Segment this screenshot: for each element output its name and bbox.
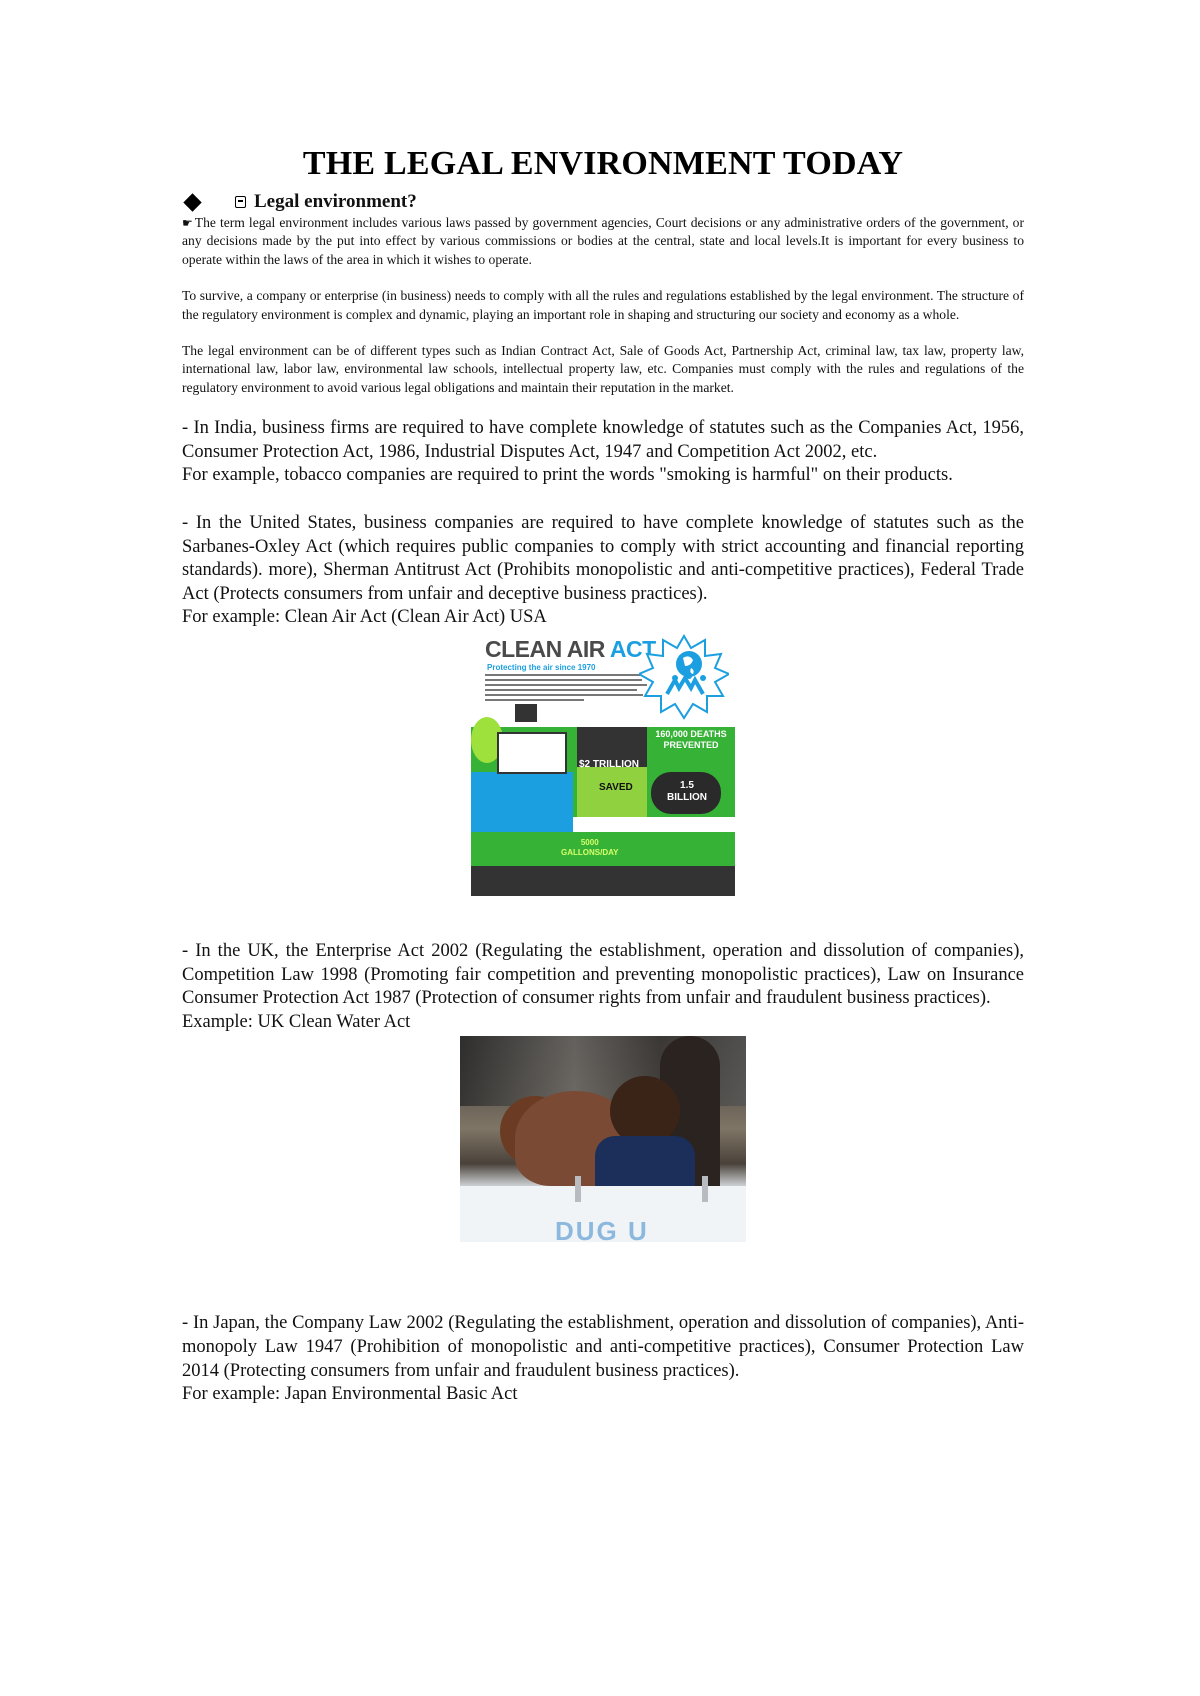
infographic-footer: [471, 866, 735, 896]
clean-air-act-infographic: [471, 632, 735, 896]
building-icon: [497, 732, 567, 774]
usa-example: For example: Clean Air Act (Clean Air Act) USA: [182, 607, 547, 628]
japan-paragraph: - In Japan, the Company Law 2002 (Regulating the establishment, operation and dissolution of companies), Anti-monopoly Law 1947 (Prohibition of monopolistic and anti-competitive practices), Consumer Protection Law 2014 (Protecting consumers from unfair and fraudulent business practices).: [182, 1313, 1024, 1381]
infographic-billion: 1.5 BILLION: [667, 780, 707, 803]
infographic-title: CLEAN AIR ACT: [485, 636, 656, 662]
infographic-subtitle: Protecting the air since 1970: [487, 663, 596, 672]
document-title: THE LEGAL ENVIRONMENT TODAY: [302, 145, 904, 182]
survival-paragraph: To survive, a company or enterprise (in business) needs to comply with all the rules and regulations established by the legal environment. The structure of the regulatory environment is complex and dynamic, playing an important role in shaping and structuring our society and economy as a whole.: [182, 288, 1024, 322]
drinking-fountain-photo: [460, 1036, 746, 1242]
types-paragraph: The legal environment can be of different types such as Indian Contract Act, Sale of Goods Act, Partnership Act, criminal law, tax law, property law, international law, labor law, environmental law schools, intellectual property law, etc. Companies must comply with the rules and regulations of the regulatory environment to avoid various legal obligations and maintain their reputation in the market.: [182, 343, 1024, 395]
document-icon: [235, 196, 246, 208]
diamond-bullet-icon: [183, 193, 201, 211]
heading-label: Legal environment?: [254, 191, 417, 212]
japan-example: For example: Japan Environmental Basic Act: [182, 1384, 518, 1405]
uk-paragraph: - In the UK, the Enterprise Act 2002 (Regulating the establishment, operation and dissolution of companies), Competition Law 1998 (Promoting fair competition and preventing monopolistic practices), Law on Insurance Consumer Protection Act 1987 (Protection of consumer rights from unfair and fraudulent business practices).: [182, 941, 1024, 1009]
infographic-text-lines: [485, 674, 650, 704]
usa-paragraph: - In the United States, business companies are required to have complete knowledge of statutes such as the Sarbanes-Oxley Act (which requires public companies to comply with strict accounting and financial reporting standards). more), Sherman Antitrust Act (Prohibits monopolistic and anti-competitive practices), Federal Trade Act (Protects consumers from unfair and deceptive business practices).: [182, 513, 1024, 604]
photo-sign-text: DUG U: [555, 1216, 649, 1243]
intro-text: The term legal environment includes various laws passed by government agencies, Court decisions or any administrative orders of the government, or any decisions made by the put into effect by various commissions or bodies at the central, state and local levels.It is important for every business to operate within the laws of the area in which it wishes to operate.: [182, 215, 1024, 267]
infographic-gallons: 5000 GALLONS/DAY: [561, 838, 619, 857]
india-example: For example, tobacco companies are required to print the words "smoking is harmful" on their products.: [182, 465, 953, 486]
intro-paragraph: [182, 214, 1024, 269]
india-paragraph: - In India, business firms are required to have complete knowledge of statutes such as the Companies Act, 1956, Consumer Protection Act, 1986, Industrial Disputes Act, 1947 and Competition Act 2002, etc.: [182, 418, 1024, 462]
clean-water-figure: [182, 1034, 1024, 1242]
infographic-deaths: 160,000 DEATHS PREVENTED: [655, 729, 727, 750]
clean-air-act-figure: [182, 630, 1024, 896]
infographic-saved: SAVED: [599, 782, 633, 793]
section-heading: [182, 190, 1024, 214]
uk-example: Example: UK Clean Water Act: [182, 1011, 411, 1032]
pointer-icon: ☛: [182, 216, 193, 230]
infographic-blue-panel: [471, 772, 573, 832]
earth-people-illustration: [639, 634, 729, 726]
factory-icon: [515, 704, 537, 722]
document-content: [182, 142, 1024, 1407]
infographic-trillion: $2 TRILLION: [579, 759, 640, 770]
